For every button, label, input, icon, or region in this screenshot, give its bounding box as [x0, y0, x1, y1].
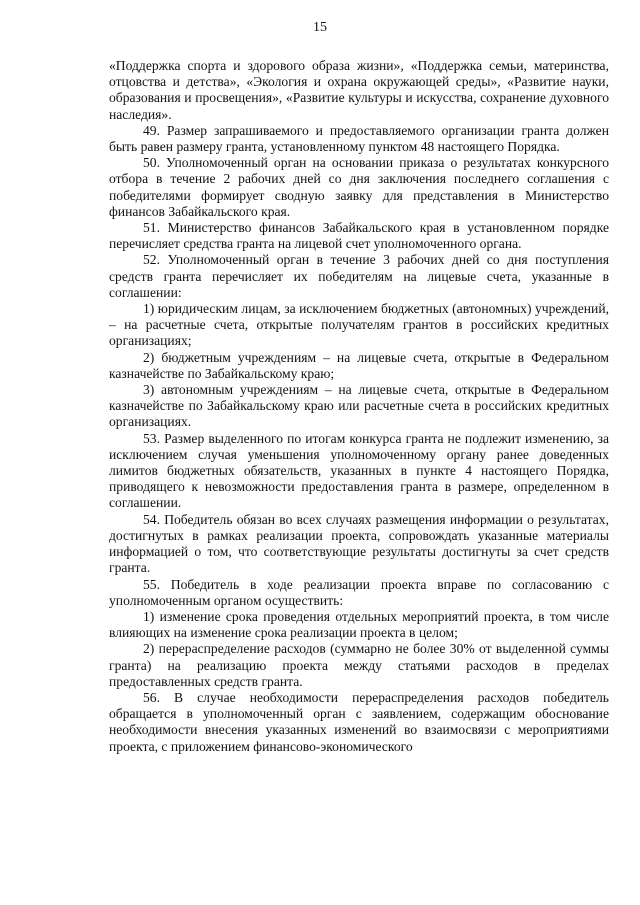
paragraph-55-item-1: 1) изменение срока проведения отдельных мероприятий проекта, в том числе влияющих на изменение срока реализации проекта в целом; [109, 608, 609, 641]
paragraph-52-item-3: 3) автономным учреждениям – на лицевые счета, открытые в Федеральном казначействе по Забайкальскому краю или расчетные счета в российских кредитных организациях. [109, 382, 609, 430]
document-body [109, 58, 609, 755]
paragraph-48-continuation: «Поддержка спорта и здорового образа жизни», «Поддержка семьи, материнства, отцовства и детства», «Экология и охрана окружающей среды», «Развитие науки, образования и просвещения», «Развитие культуры и искусства, сохранение духовного наследия». [109, 58, 609, 122]
paragraph-55-item-2: 2) перераспределение расходов (суммарно не более 30% от выделенной суммы гранта) на реализацию проекта между статьями расходов в пределах предоставленных средств гранта. [109, 641, 609, 689]
paragraph-50: 50. Уполномоченный орган на основании приказа о результатах конкурсного отбора в течение 2 рабочих дней со дня заключения последнего соглашения с победителями формирует сводную заявку для представления в Министерство финансов Забайкальского края. [109, 155, 609, 219]
paragraph-55: 55. Победитель в ходе реализации проекта вправе по согласованию с уполномоченным органом осуществить: [109, 576, 609, 608]
paragraph-54: 54. Победитель обязан во всех случаях размещения информации о результатах, достигнутых в рамках реализации проекта, сопровождать указанные материалы информацией о том, что соответствующие результаты достигнуты за счет средств гранта. [109, 511, 609, 576]
page-number: 15 [313, 20, 327, 35]
paragraph-52: 52. Уполномоченный орган в течение 3 рабочих дней со дня поступления средств гранта перечисляет их победителям на лицевые счета, указанные в соглашении: [109, 252, 609, 300]
paragraph-52-item-1: 1) юридическим лицам, за исключением бюджетных (автономных) учреждений, – на расчетные счета, открытые получателям грантов в российских кредитных организациях; [109, 301, 609, 349]
paragraph-53: 53. Размер выделенного по итогам конкурса гранта не подлежит изменению, за исключением случая уменьшения уполномоченному органу ранее доведенных лимитов бюджетных обязательств, указанных в пункте 4 настоящего Порядка, приводящего к невозможности предоставления гранта в размере, определенном в соглашении. [109, 430, 609, 511]
paragraph-52-item-2: 2) бюджетным учреждениям – на лицевые счета, открытые в Федеральном казначействе по Забайкальскому краю; [109, 349, 609, 381]
paragraph-49: 49. Размер запрашиваемого и предоставляемого организации гранта должен быть равен размеру гранта, установленному пунктом 48 настоящего Порядка. [109, 122, 609, 155]
paragraph-56: 56. В случае необходимости перераспределения расходов победитель обращается в уполномоченный орган с заявлением, содержащим обоснование необходимости внесения указанных изменений во взаимосвязи с мероприятиями проекта, с приложением финансово-экономического [109, 689, 609, 754]
paragraph-51: 51. Министерство финансов Забайкальского края в установленном порядке перечисляет средства гранта на лицевой счет уполномоченного органа. [109, 220, 609, 252]
